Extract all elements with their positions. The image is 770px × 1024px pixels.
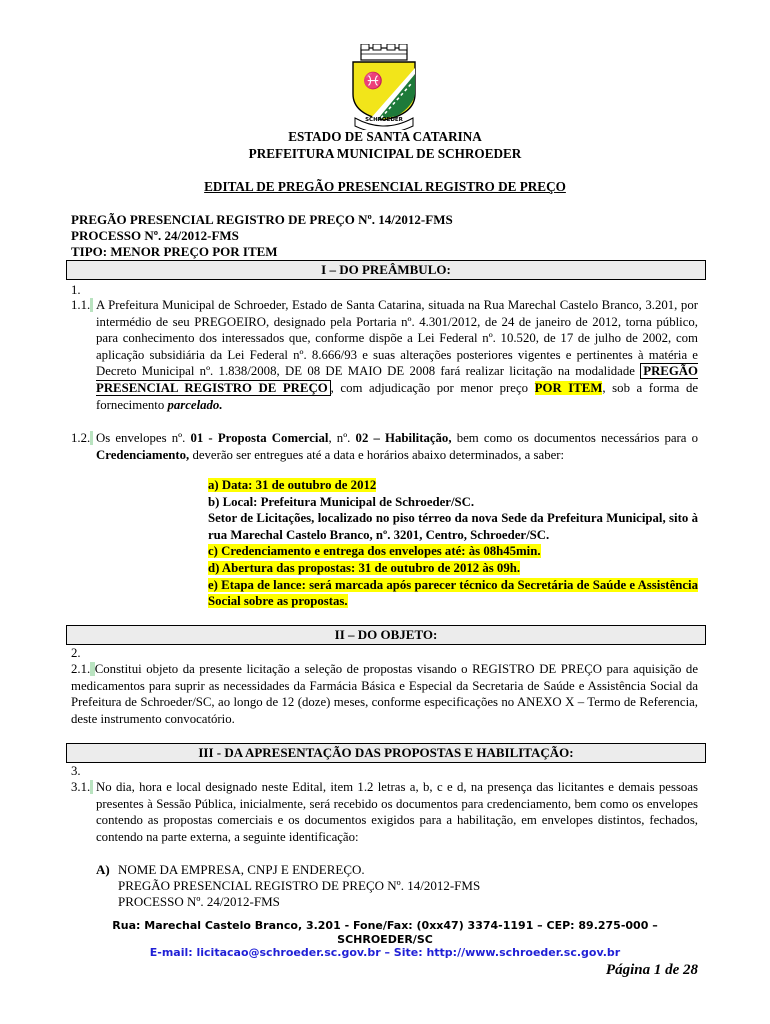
schedule-sector: Setor de Licitações, localizado no piso térreo da nova Sede da Prefeitura Municipal, sito à rua Marechal Castelo Branco, nº. 3201, Centro, Schroeder/SC. <box>208 511 698 542</box>
paragraph-1-1: A Prefeitura Municipal de Schroeder, Estado de Santa Catarina, situada na Rua Marechal Castelo Branco, 3.201, por intermédio de seu PREGOEIRO, designado pela Portaria nº. 4.301/2012, de 24 de janeiro de 2012, torna público, para conhecimento dos interessados que, conforme dispõe a Lei Federal nº. 10.520, de 17 de julho de 2002, com aplicação subsidiária da Lei Federal nº. 8.666/93 e suas alterações posteriores vigentes e pertinentes à matéria e Decreto Municipal nº. 1.838/2008, DE 08 DE MAIO DE 2008 fará realizar licitação na modalidade PREGÃO PRESENCIAL REGISTRO DE PREÇO , com adjudicação por menor preço POR ITEM, sob a forma de fornecimento parcelado. <box>96 298 699 412</box>
section2-number: 2. <box>71 646 81 660</box>
prefecture-heading: PREFEITURA MUNICIPAL DE SCHROEDER <box>248 146 522 161</box>
schedule-block <box>208 477 698 610</box>
svg-text:♓: ♓ <box>363 71 383 90</box>
section-preambulo-title: I – DO PREÂMBULO: <box>66 260 706 280</box>
schedule-date: a) Data: 31 de outubro de 2012 <box>208 478 377 492</box>
paragraph-3-1: No dia, hora e local designado neste Edital, item 1.2 letras a, b, c e d, na presença das licitantes e demais pessoas presentes à Sessão Pública, inicialmente, será recebido os documentos para credenciamento, bem como os envelopes contendo as propostas comerciais e os documentos exigidos para a habilitação, em envelopes distintos, fechados, contendo na parte externa, a seguinte identificação: <box>96 780 698 844</box>
edital-title: EDITAL DE PREGÃO PRESENCIAL REGISTRO DE PREÇO <box>204 179 566 194</box>
pregao-number: PREGÃO PRESENCIAL REGISTRO DE PREÇO Nº. 14/2012-FMS <box>71 212 453 227</box>
crest-scroll-text: SCHROEDER <box>365 117 403 123</box>
item-a-label: A) <box>96 862 110 877</box>
item-1-1-number: 1.1. <box>71 297 93 314</box>
state-heading: ESTADO DE SANTA CATARINA <box>288 129 482 144</box>
schedule-bidding-stage: e) Etapa de lance: será marcada após parecer técnico da Secretária de Saúde e Assistência Social sobre as propostas. <box>208 577 698 609</box>
schedule-opening: d) Abertura das propostas: 31 de outubro de 2012 às 09h. <box>208 560 521 575</box>
section1-number: 1. <box>71 283 81 297</box>
schedule-credentialing: c) Credenciamento e entrega dos envelopes até: às 08h45min. <box>208 544 541 559</box>
tipo-line: TIPO: MENOR PREÇO POR ITEM <box>71 244 278 259</box>
por-item-highlight: POR ITEM <box>534 380 603 395</box>
section-apresentacao-title: III - DA APRESENTAÇÃO DAS PROPOSTAS E HABILITAÇÃO: <box>66 743 706 763</box>
section-objeto-title: II – DO OBJETO: <box>66 625 706 645</box>
paragraph-1-2: Os envelopes nº. 01 - Proposta Comercial, nº. 02 – Habilitação, bem como os documentos necessários para o Credenciamento, deverão ser entregues até a data e horários abaixo determinados, a saber: <box>96 431 699 462</box>
paragraph-2-1: 2.1. Constitui objeto da presente licitação a seleção de propostas visando o REGISTRO DE PREÇO para aquisição de medicamentos para suprir as necessidades da Farmácia Básica e Especial da Secretaria de Saúde e Assistência Social da Prefeitura de Schroeder/SC, ao longo de 12 (doze) meses, conforme especificações no ANEXO X – Termo de Referencia, deste instrumento convocatório. <box>71 662 699 726</box>
processo-number: PROCESSO Nº. 24/2012-FMS <box>71 228 239 243</box>
footer-address: Rua: Marechal Castelo Branco, 3.201 - Fone/Fax: (0xx47) 3374-1191 – CEP: 89.275-000 – SCHROEDER/SC E-mail: licitacao@schroeder.sc.gov.br – Site: http://www.schroeder.sc.gov.br <box>0 919 770 960</box>
footer-contact-links[interactable]: E-mail: licitacao@schroeder.sc.gov.br – Site: http://www.schroeder.sc.gov.br <box>149 946 621 959</box>
schedule-location: b) Local: Prefeitura Municipal de Schroeder/SC. <box>208 494 475 509</box>
item-1-2-number: 1.2. <box>71 430 93 447</box>
item-a-lines: NOME DA EMPRESA, CNPJ E ENDEREÇO. PREGÃO PRESENCIAL REGISTRO DE PREÇO Nº. 14/2012-FMS PROCESSO Nº. 24/2012-FMS <box>118 862 481 909</box>
item-3-1-number: 3.1. <box>71 779 93 796</box>
municipal-coat-of-arms-icon <box>345 44 423 130</box>
section3-number: 3. <box>71 764 81 778</box>
page-number: Página 1 de 28 <box>605 962 698 978</box>
modality-boxed-text: PREGÃO PRESENCIAL REGISTRO DE PREÇO <box>96 364 698 395</box>
